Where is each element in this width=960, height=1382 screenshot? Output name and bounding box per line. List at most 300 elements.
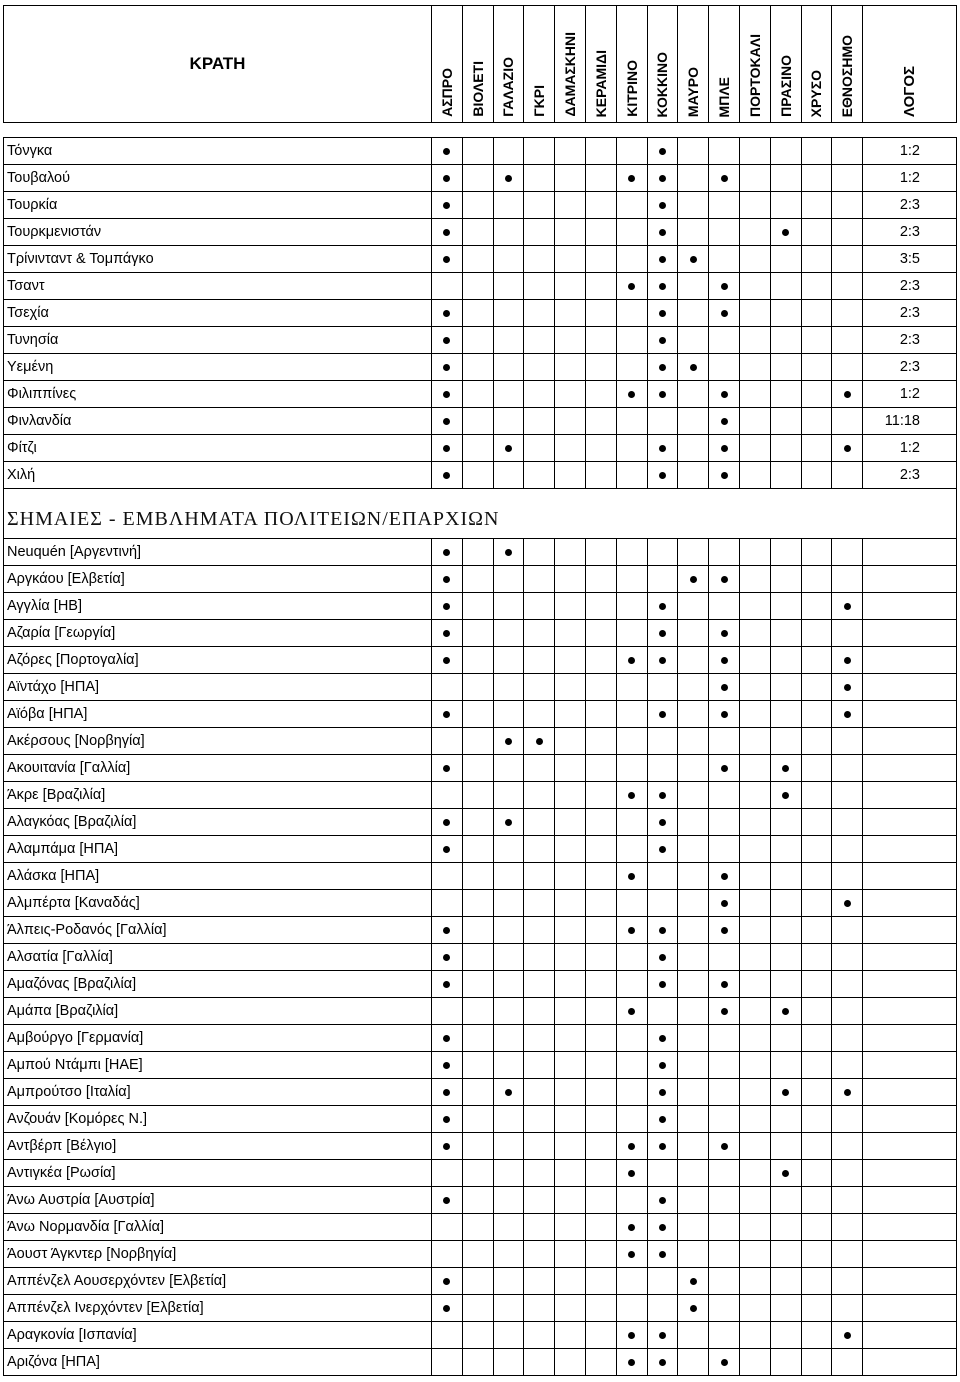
color-dot bbox=[443, 445, 450, 452]
color-cell bbox=[617, 1295, 648, 1321]
name-cell bbox=[4, 1133, 432, 1159]
color-cell bbox=[494, 647, 525, 673]
name-cell bbox=[4, 593, 432, 619]
color-cell bbox=[771, 701, 802, 727]
color-cell bbox=[432, 1025, 463, 1051]
color-cell bbox=[586, 1241, 617, 1267]
entity-name: Άνω Αυστρία [Αυστρία] bbox=[7, 1192, 155, 1208]
color-cell bbox=[709, 138, 740, 164]
color-cell bbox=[740, 1241, 771, 1267]
color-cell bbox=[678, 408, 709, 434]
color-dot bbox=[721, 283, 728, 290]
color-cell bbox=[832, 300, 863, 326]
color-cell bbox=[524, 566, 555, 592]
color-cell bbox=[740, 620, 771, 646]
name-cell bbox=[4, 647, 432, 673]
color-cell bbox=[832, 1214, 863, 1240]
color-cell bbox=[524, 593, 555, 619]
entity-name: Τουρκία bbox=[7, 197, 58, 213]
color-cell bbox=[586, 435, 617, 461]
color-cell bbox=[494, 1268, 525, 1294]
name-cell bbox=[4, 782, 432, 808]
color-cell bbox=[494, 327, 525, 353]
color-cell bbox=[678, 138, 709, 164]
color-dot bbox=[659, 175, 666, 182]
color-cell bbox=[617, 836, 648, 862]
color-cell bbox=[802, 728, 833, 754]
color-cell bbox=[648, 1079, 679, 1105]
color-cell bbox=[463, 809, 494, 835]
color-cell bbox=[524, 246, 555, 272]
color-cell bbox=[432, 1079, 463, 1105]
color-cell bbox=[802, 890, 833, 916]
color-cell bbox=[524, 755, 555, 781]
color-cell bbox=[802, 1349, 833, 1375]
color-cell bbox=[709, 674, 740, 700]
color-cell bbox=[709, 1241, 740, 1267]
table-row bbox=[4, 192, 957, 219]
color-dot bbox=[721, 1008, 728, 1015]
entity-name: Τσαντ bbox=[7, 278, 45, 294]
color-dot bbox=[659, 603, 666, 610]
color-cell bbox=[740, 381, 771, 407]
color-cell bbox=[432, 728, 463, 754]
color-cell bbox=[740, 701, 771, 727]
ratio-cell bbox=[863, 381, 957, 407]
color-cell bbox=[678, 1106, 709, 1132]
color-cell bbox=[494, 165, 525, 191]
color-cell bbox=[740, 300, 771, 326]
color-cell bbox=[432, 782, 463, 808]
ratio-cell bbox=[863, 435, 957, 461]
color-dot bbox=[536, 738, 543, 745]
color-dot bbox=[443, 657, 450, 664]
color-cell bbox=[617, 462, 648, 488]
entity-name: Αϊόβα [ΗΠΑ] bbox=[7, 706, 88, 722]
table-row bbox=[4, 165, 957, 192]
color-cell bbox=[463, 1133, 494, 1159]
color-cell bbox=[586, 327, 617, 353]
color-cell bbox=[802, 674, 833, 700]
ratio-cell bbox=[863, 246, 957, 272]
color-cell bbox=[709, 701, 740, 727]
color-cell bbox=[740, 246, 771, 272]
name-cell bbox=[4, 944, 432, 970]
color-dot bbox=[690, 256, 697, 263]
ratio-cell bbox=[863, 647, 957, 673]
color-cell bbox=[802, 944, 833, 970]
color-cell bbox=[463, 1052, 494, 1078]
color-cell bbox=[740, 192, 771, 218]
color-cell bbox=[586, 809, 617, 835]
header-ratio-cell bbox=[863, 6, 956, 122]
color-dot bbox=[443, 765, 450, 772]
ratio-value: 3:5 bbox=[899, 251, 920, 267]
color-cell bbox=[586, 1187, 617, 1213]
color-cell bbox=[555, 755, 586, 781]
color-cell bbox=[524, 890, 555, 916]
color-dot bbox=[443, 846, 450, 853]
color-cell bbox=[802, 462, 833, 488]
color-dot bbox=[844, 900, 851, 907]
color-cell bbox=[617, 192, 648, 218]
color-cell bbox=[832, 165, 863, 191]
ratio-cell bbox=[863, 327, 957, 353]
color-dot bbox=[443, 549, 450, 556]
name-cell bbox=[4, 192, 432, 218]
color-cell bbox=[709, 755, 740, 781]
color-cell bbox=[494, 408, 525, 434]
color-cell bbox=[740, 1295, 771, 1321]
color-dot bbox=[628, 391, 635, 398]
color-cell bbox=[586, 539, 617, 565]
color-dot bbox=[690, 576, 697, 583]
color-cell bbox=[678, 836, 709, 862]
table-row bbox=[4, 1079, 957, 1106]
ratio-cell bbox=[863, 890, 957, 916]
color-cell bbox=[494, 1241, 525, 1267]
color-cell bbox=[802, 1133, 833, 1159]
header-color-cell bbox=[648, 6, 679, 122]
color-cell bbox=[678, 755, 709, 781]
color-cell bbox=[832, 192, 863, 218]
color-cell bbox=[555, 1322, 586, 1348]
color-cell bbox=[740, 728, 771, 754]
table-row bbox=[4, 998, 957, 1025]
color-cell bbox=[524, 165, 555, 191]
color-cell bbox=[586, 381, 617, 407]
color-dot bbox=[782, 792, 789, 799]
color-cell bbox=[709, 890, 740, 916]
color-cell bbox=[709, 620, 740, 646]
color-dot bbox=[721, 711, 728, 718]
color-cell bbox=[555, 165, 586, 191]
color-cell bbox=[586, 165, 617, 191]
color-cell bbox=[432, 998, 463, 1024]
color-dot bbox=[721, 900, 728, 907]
color-dot bbox=[659, 846, 666, 853]
color-cell bbox=[524, 408, 555, 434]
color-cell bbox=[555, 1214, 586, 1240]
color-dot bbox=[721, 472, 728, 479]
color-cell bbox=[771, 782, 802, 808]
color-dot bbox=[443, 337, 450, 344]
color-cell bbox=[832, 890, 863, 916]
color-cell bbox=[648, 1214, 679, 1240]
color-cell bbox=[832, 836, 863, 862]
color-cell bbox=[771, 998, 802, 1024]
color-cell bbox=[617, 1241, 648, 1267]
color-cell bbox=[617, 917, 648, 943]
color-cell bbox=[771, 327, 802, 353]
color-cell bbox=[678, 1295, 709, 1321]
table-row bbox=[4, 1214, 957, 1241]
name-cell bbox=[4, 1187, 432, 1213]
color-cell bbox=[678, 192, 709, 218]
color-cell bbox=[586, 755, 617, 781]
color-cell bbox=[771, 1322, 802, 1348]
color-cell bbox=[771, 1349, 802, 1375]
color-cell bbox=[463, 138, 494, 164]
table-row bbox=[4, 435, 957, 462]
color-cell bbox=[771, 917, 802, 943]
color-dot bbox=[782, 1170, 789, 1177]
color-cell bbox=[555, 566, 586, 592]
header-color-label: ΜΑΥΡΟ bbox=[685, 66, 702, 117]
color-cell bbox=[678, 435, 709, 461]
name-cell bbox=[4, 701, 432, 727]
ratio-value: 2:3 bbox=[899, 332, 920, 348]
table-row bbox=[4, 674, 957, 701]
ratio-cell bbox=[863, 1079, 957, 1105]
header-color-cell bbox=[463, 6, 494, 122]
color-cell bbox=[555, 1025, 586, 1051]
color-cell bbox=[432, 1268, 463, 1294]
color-cell bbox=[617, 1079, 648, 1105]
color-cell bbox=[832, 1106, 863, 1132]
color-cell bbox=[740, 1079, 771, 1105]
ratio-cell bbox=[863, 593, 957, 619]
table-row bbox=[4, 890, 957, 917]
color-dot bbox=[628, 175, 635, 182]
color-cell bbox=[432, 462, 463, 488]
color-cell bbox=[832, 1187, 863, 1213]
color-cell bbox=[648, 917, 679, 943]
color-cell bbox=[740, 1322, 771, 1348]
color-cell bbox=[463, 1241, 494, 1267]
color-cell bbox=[648, 165, 679, 191]
name-cell bbox=[4, 246, 432, 272]
ratio-cell bbox=[863, 300, 957, 326]
color-cell bbox=[832, 620, 863, 646]
color-cell bbox=[832, 435, 863, 461]
color-cell bbox=[771, 192, 802, 218]
color-dot bbox=[690, 364, 697, 371]
color-cell bbox=[709, 165, 740, 191]
color-cell bbox=[740, 593, 771, 619]
color-dot bbox=[443, 472, 450, 479]
color-cell bbox=[678, 674, 709, 700]
ratio-cell bbox=[863, 273, 957, 299]
color-cell bbox=[463, 917, 494, 943]
color-cell bbox=[432, 917, 463, 943]
header-color-label: ΠΡΑΣΙΝΟ bbox=[777, 55, 794, 117]
color-cell bbox=[709, 246, 740, 272]
color-cell bbox=[494, 539, 525, 565]
entity-name: Αραγκονία [Ισπανία] bbox=[7, 1327, 137, 1343]
color-cell bbox=[648, 381, 679, 407]
entity-name: Χιλή bbox=[7, 467, 36, 483]
color-cell bbox=[617, 809, 648, 835]
ratio-cell bbox=[863, 728, 957, 754]
name-cell bbox=[4, 728, 432, 754]
color-cell bbox=[709, 944, 740, 970]
color-cell bbox=[802, 566, 833, 592]
color-cell bbox=[648, 728, 679, 754]
color-cell bbox=[709, 809, 740, 835]
color-cell bbox=[432, 1106, 463, 1132]
color-dot bbox=[659, 1359, 666, 1366]
color-cell bbox=[586, 1133, 617, 1159]
color-cell bbox=[802, 863, 833, 889]
color-cell bbox=[463, 1079, 494, 1105]
color-dot bbox=[659, 1116, 666, 1123]
color-cell bbox=[802, 354, 833, 380]
name-cell bbox=[4, 1322, 432, 1348]
color-cell bbox=[432, 863, 463, 889]
color-cell bbox=[555, 971, 586, 997]
color-cell bbox=[678, 782, 709, 808]
color-cell bbox=[740, 138, 771, 164]
color-cell bbox=[771, 138, 802, 164]
color-cell bbox=[740, 863, 771, 889]
table-row bbox=[4, 836, 957, 863]
color-cell bbox=[494, 620, 525, 646]
color-cell bbox=[586, 1106, 617, 1132]
table-row bbox=[4, 539, 957, 566]
color-cell bbox=[463, 728, 494, 754]
color-cell bbox=[463, 1349, 494, 1375]
color-cell bbox=[494, 782, 525, 808]
color-cell bbox=[494, 435, 525, 461]
color-dot bbox=[659, 981, 666, 988]
color-cell bbox=[555, 647, 586, 673]
entity-name: Φιλιππίνες bbox=[7, 386, 77, 402]
color-cell bbox=[648, 755, 679, 781]
color-cell bbox=[463, 1025, 494, 1051]
color-cell bbox=[463, 701, 494, 727]
color-cell bbox=[586, 1214, 617, 1240]
entity-name: Αππένζελ Ινερχόντεν [Ελβετία] bbox=[7, 1300, 204, 1316]
color-cell bbox=[432, 327, 463, 353]
color-cell bbox=[586, 1295, 617, 1321]
color-cell bbox=[617, 971, 648, 997]
color-cell bbox=[740, 462, 771, 488]
color-cell bbox=[494, 1349, 525, 1375]
color-dot bbox=[628, 1359, 635, 1366]
entity-name: Τσεχία bbox=[7, 305, 49, 321]
color-cell bbox=[586, 890, 617, 916]
color-dot bbox=[721, 576, 728, 583]
color-cell bbox=[709, 354, 740, 380]
color-cell bbox=[832, 728, 863, 754]
header-country-label: ΚΡΑΤΗ bbox=[189, 54, 246, 73]
name-cell bbox=[4, 1106, 432, 1132]
color-dot bbox=[659, 391, 666, 398]
color-cell bbox=[648, 300, 679, 326]
color-cell bbox=[432, 1052, 463, 1078]
color-dot bbox=[443, 603, 450, 610]
color-cell bbox=[524, 1052, 555, 1078]
color-dot bbox=[844, 657, 851, 664]
header-color-label: ΚΙΤΡΙΝΟ bbox=[623, 60, 640, 117]
color-cell bbox=[463, 1160, 494, 1186]
color-cell bbox=[432, 165, 463, 191]
states-rows bbox=[4, 138, 957, 489]
color-dot bbox=[628, 1170, 635, 1177]
color-cell bbox=[494, 566, 525, 592]
name-cell bbox=[4, 273, 432, 299]
color-cell bbox=[648, 620, 679, 646]
color-cell bbox=[463, 1322, 494, 1348]
color-cell bbox=[709, 863, 740, 889]
ratio-cell bbox=[863, 809, 957, 835]
ratio-cell bbox=[863, 1052, 957, 1078]
color-cell bbox=[617, 219, 648, 245]
color-dot bbox=[782, 1008, 789, 1015]
ratio-cell bbox=[863, 165, 957, 191]
header-color-cell bbox=[524, 6, 555, 122]
color-cell bbox=[463, 300, 494, 326]
color-cell bbox=[524, 1025, 555, 1051]
color-cell bbox=[555, 1079, 586, 1105]
color-cell bbox=[771, 1133, 802, 1159]
color-cell bbox=[740, 674, 771, 700]
color-cell bbox=[524, 219, 555, 245]
color-cell bbox=[432, 701, 463, 727]
color-dot bbox=[659, 256, 666, 263]
color-cell bbox=[648, 327, 679, 353]
header-color-cell bbox=[617, 6, 648, 122]
color-cell bbox=[524, 354, 555, 380]
name-cell bbox=[4, 890, 432, 916]
color-cell bbox=[432, 890, 463, 916]
color-cell bbox=[648, 566, 679, 592]
color-dot bbox=[659, 202, 666, 209]
color-cell bbox=[524, 1106, 555, 1132]
color-cell bbox=[648, 1052, 679, 1078]
color-cell bbox=[740, 809, 771, 835]
entity-name: Τρίνινταντ & Τομπάγκο bbox=[7, 251, 154, 267]
header-country-cell bbox=[4, 6, 432, 122]
entity-name: Φίτζι bbox=[7, 440, 37, 456]
color-dot bbox=[628, 657, 635, 664]
color-cell bbox=[648, 674, 679, 700]
color-cell bbox=[494, 219, 525, 245]
color-dot bbox=[659, 310, 666, 317]
color-cell bbox=[494, 354, 525, 380]
color-cell bbox=[432, 435, 463, 461]
color-cell bbox=[802, 1295, 833, 1321]
color-dot bbox=[659, 445, 666, 452]
color-cell bbox=[586, 246, 617, 272]
color-cell bbox=[832, 1133, 863, 1159]
color-dot bbox=[659, 1332, 666, 1339]
color-cell bbox=[771, 1295, 802, 1321]
color-cell bbox=[494, 1214, 525, 1240]
color-dot bbox=[443, 819, 450, 826]
color-cell bbox=[432, 1133, 463, 1159]
color-cell bbox=[648, 1349, 679, 1375]
color-dot bbox=[659, 148, 666, 155]
color-cell bbox=[740, 435, 771, 461]
ratio-value: 2:3 bbox=[899, 467, 920, 483]
table-row bbox=[4, 462, 957, 489]
table-row bbox=[4, 620, 957, 647]
color-cell bbox=[771, 620, 802, 646]
color-cell bbox=[494, 246, 525, 272]
table-row bbox=[4, 944, 957, 971]
table-header bbox=[3, 5, 957, 123]
color-dot bbox=[844, 445, 851, 452]
color-cell bbox=[709, 273, 740, 299]
color-cell bbox=[617, 1052, 648, 1078]
name-cell bbox=[4, 863, 432, 889]
ratio-value: 2:3 bbox=[899, 278, 920, 294]
entity-name: Αμπού Ντάμπι [ΗΑΕ] bbox=[7, 1057, 143, 1073]
color-cell bbox=[524, 1133, 555, 1159]
entity-name: Αλαγκόας [Βραζιλία] bbox=[7, 814, 137, 830]
